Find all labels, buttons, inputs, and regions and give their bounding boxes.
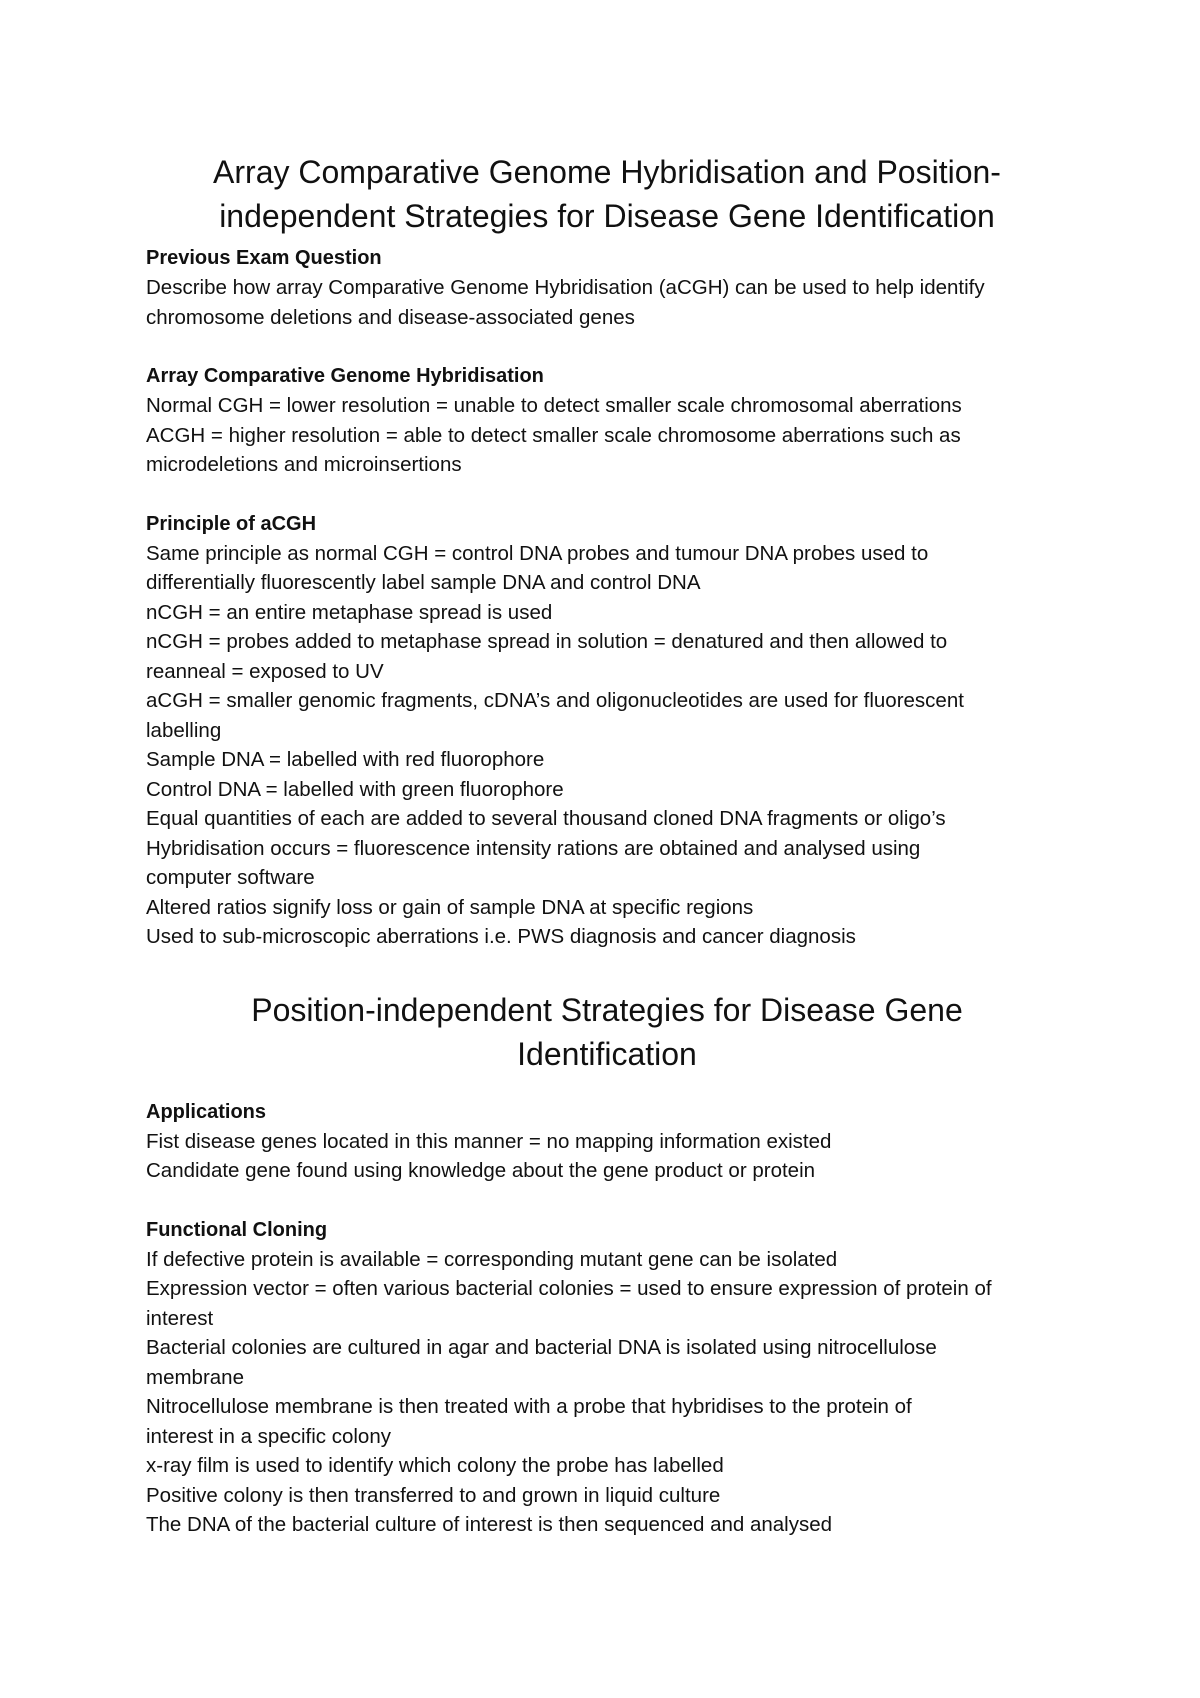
text-line: Hybridisation occurs = fluorescence intensity rations are obtained and analysed using bbox=[146, 836, 921, 860]
text-line: chromosome deletions and disease-associated genes bbox=[146, 305, 635, 329]
text-line: reanneal = exposed to UV bbox=[146, 659, 384, 683]
text-line: nCGH = probes added to metaphase spread in solution = denatured and then allowed to bbox=[146, 630, 948, 653]
document-title-line-2: independent Strategies for Disease Gene Identification bbox=[219, 198, 995, 234]
text-line: labelling bbox=[146, 718, 222, 742]
text-line: Fist disease genes located in this manner = no mapping information existed bbox=[146, 1129, 832, 1153]
text-line: Altered ratios signify loss or gain of sample DNA at specific regions bbox=[146, 895, 754, 919]
section-heading: Principle of aCGH bbox=[146, 512, 317, 535]
text-line: ACGH = higher resolution = able to detect smaller scale chromosome aberrations such as bbox=[146, 423, 961, 447]
document-section bbox=[146, 1098, 1076, 1186]
document-title-line-1: Array Comparative Genome Hybridisation and Position- bbox=[213, 154, 1001, 190]
second-title-line-2: Identification bbox=[517, 1035, 697, 1072]
text-line: Equal quantities of each are added to several thousand cloned DNA fragments or oligo’s bbox=[146, 807, 946, 830]
text-line: Nitrocellulose membrane is then treated with a probe that hybridises to the protein of bbox=[146, 1395, 912, 1418]
text-line: If defective protein is available = corresponding mutant gene can be isolated bbox=[146, 1247, 838, 1271]
document-section bbox=[146, 244, 1076, 332]
text-line: interest in a specific colony bbox=[146, 1424, 391, 1448]
text-line: membrane bbox=[146, 1365, 244, 1389]
text-line: computer software bbox=[146, 866, 315, 889]
text-line: aCGH = smaller genomic fragments, cDNA’s and oligonucleotides are used for fluorescent bbox=[146, 689, 964, 712]
text-line: Used to sub-microscopic aberrations i.e. PWS diagnosis and cancer diagnosis bbox=[146, 925, 856, 948]
text-line: Positive colony is then transferred to and grown in liquid culture bbox=[146, 1483, 721, 1507]
document-title bbox=[134, 150, 1080, 238]
section-heading: Functional Cloning bbox=[146, 1218, 328, 1241]
text-line: Sample DNA = labelled with red fluorophore bbox=[146, 748, 545, 771]
text-line: x-ray film is used to identify which colony the probe has labelled bbox=[146, 1454, 724, 1477]
document-section bbox=[146, 510, 1076, 952]
section-heading: Previous Exam Question bbox=[146, 247, 382, 269]
text-line: Normal CGH = lower resolution = unable to detect smaller scale chromosomal aberrations bbox=[146, 394, 962, 417]
second-title bbox=[134, 988, 1080, 1076]
text-line: interest bbox=[146, 1306, 214, 1330]
section-heading: Applications bbox=[146, 1100, 267, 1123]
second-title-line-1: Position-independent Strategies for Disease Gene bbox=[251, 991, 963, 1028]
text-line: microdeletions and microinsertions bbox=[146, 453, 462, 476]
text-line: Control DNA = labelled with green fluorophore bbox=[146, 777, 564, 801]
section-heading: Array Comparative Genome Hybridisation bbox=[146, 365, 544, 387]
text-line: differentially fluorescently label sample DNA and control DNA bbox=[146, 571, 701, 594]
text-line: Expression vector = often various bacterial colonies = used to ensure expression of protein of bbox=[146, 1277, 992, 1300]
text-line: The DNA of the bacterial culture of interest is then sequenced and analysed bbox=[146, 1513, 833, 1536]
text-line: Candidate gene found using knowledge about the gene product or protein bbox=[146, 1159, 816, 1182]
text-line: nCGH = an entire metaphase spread is used bbox=[146, 600, 553, 624]
text-line: Same principle as normal CGH = control DNA probes and tumour DNA probes used to bbox=[146, 541, 929, 565]
document-section bbox=[146, 1216, 1076, 1540]
text-line: Describe how array Comparative Genome Hybridisation (aCGH) can be used to help identify bbox=[146, 276, 985, 299]
part-two-sections bbox=[146, 1098, 1076, 1540]
document-section bbox=[146, 362, 1076, 480]
part-one-sections bbox=[146, 244, 1076, 952]
document-content bbox=[146, 150, 1076, 1540]
text-line: Bacterial colonies are cultured in agar and bacterial DNA is isolated using nitrocellulose bbox=[146, 1336, 937, 1359]
